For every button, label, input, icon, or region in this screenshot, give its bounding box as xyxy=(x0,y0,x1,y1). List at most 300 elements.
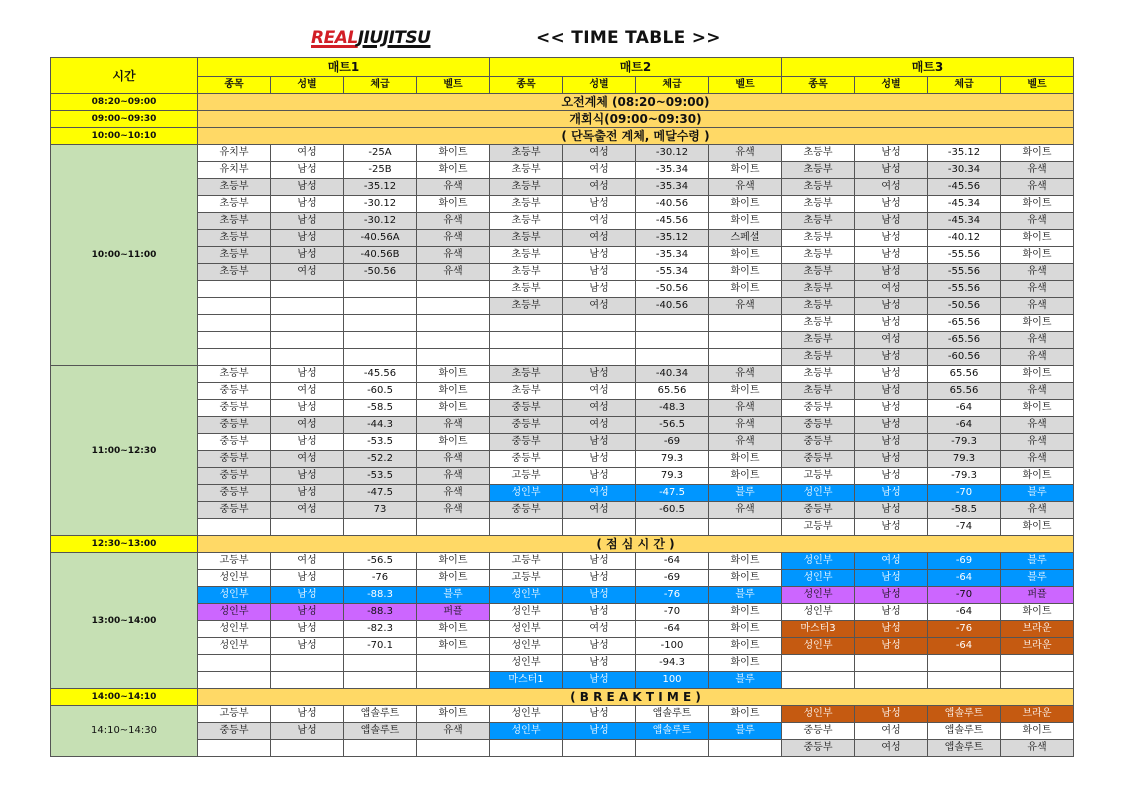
division-cell: 성인부 xyxy=(198,638,271,655)
table-row xyxy=(51,570,1074,587)
gender-cell: 여성 xyxy=(855,740,928,757)
gender-cell: 여성 xyxy=(271,451,344,468)
division-cell: 초등부 xyxy=(490,264,563,281)
belt-cell: 브라운 xyxy=(1001,621,1074,638)
belt-cell: 유색 xyxy=(417,417,490,434)
division-cell xyxy=(198,281,271,298)
logo: REAL JIUJITSU xyxy=(311,28,431,48)
weight-cell: -48.3 xyxy=(636,400,709,417)
gender-cell: 여성 xyxy=(855,179,928,196)
gender-cell: 여성 xyxy=(271,417,344,434)
weight-cell xyxy=(344,655,417,672)
band-row xyxy=(51,111,1074,128)
gender-cell: 남성 xyxy=(563,553,636,570)
division-cell: 초등부 xyxy=(198,366,271,383)
division-cell: 고등부 xyxy=(198,553,271,570)
division-cell: 고등부 xyxy=(490,570,563,587)
band-time: 10:00~10:10 xyxy=(51,128,198,145)
gender-cell xyxy=(563,332,636,349)
belt-cell: 화이트 xyxy=(417,621,490,638)
weight-cell: -88.3 xyxy=(344,604,417,621)
band-time: 12:30~13:00 xyxy=(51,536,198,553)
table-row xyxy=(51,587,1074,604)
gender-cell: 남성 xyxy=(855,485,928,502)
division-cell xyxy=(782,672,855,689)
division-cell: 초등부 xyxy=(782,179,855,196)
division-cell: 중등부 xyxy=(782,740,855,757)
table-row xyxy=(51,366,1074,383)
division-cell: 성인부 xyxy=(782,706,855,723)
gender-cell: 남성 xyxy=(271,230,344,247)
weight-cell: -58.5 xyxy=(928,502,1001,519)
belt-cell: 화이트 xyxy=(1001,366,1074,383)
gender-cell xyxy=(271,519,344,536)
gender-cell: 남성 xyxy=(271,247,344,264)
gender-cell: 여성 xyxy=(563,179,636,196)
weight-cell xyxy=(344,519,417,536)
table-row xyxy=(51,213,1074,230)
gender-cell: 남성 xyxy=(271,587,344,604)
weight-cell: 앱솔루트 xyxy=(344,723,417,740)
belt-cell: 유색 xyxy=(417,179,490,196)
weight-cell: -25B xyxy=(344,162,417,179)
weight-cell: -47.5 xyxy=(344,485,417,502)
division-cell: 초등부 xyxy=(198,179,271,196)
belt-cell: 유색 xyxy=(1001,179,1074,196)
table-row xyxy=(51,502,1074,519)
table-row xyxy=(51,281,1074,298)
weight-cell xyxy=(636,349,709,366)
division-cell: 성인부 xyxy=(198,570,271,587)
division-cell xyxy=(198,655,271,672)
weight-cell: -45.56 xyxy=(636,213,709,230)
weight-cell: -40.12 xyxy=(928,230,1001,247)
weight-cell: -55.34 xyxy=(636,264,709,281)
weight-cell xyxy=(344,281,417,298)
division-cell: 초등부 xyxy=(782,366,855,383)
division-cell: 고등부 xyxy=(782,468,855,485)
belt-cell: 유색 xyxy=(1001,383,1074,400)
column-header: 종목 xyxy=(782,77,855,94)
division-cell xyxy=(198,315,271,332)
mat-header-3: 매트3 xyxy=(782,58,1074,77)
gender-cell: 남성 xyxy=(563,366,636,383)
division-cell: 중등부 xyxy=(198,468,271,485)
weight-cell: 앱솔루트 xyxy=(928,740,1001,757)
weight-cell: -50.56 xyxy=(344,264,417,281)
division-cell xyxy=(198,740,271,757)
weight-cell: -45.34 xyxy=(928,213,1001,230)
weight-cell: -64 xyxy=(928,417,1001,434)
division-cell: 초등부 xyxy=(490,383,563,400)
weight-cell: 앱솔루트 xyxy=(928,706,1001,723)
gender-cell xyxy=(271,655,344,672)
time-slot: 13:00~14:00 xyxy=(51,553,198,689)
division-cell: 초등부 xyxy=(782,349,855,366)
gender-cell: 남성 xyxy=(563,281,636,298)
division-cell: 중등부 xyxy=(490,451,563,468)
division-cell: 초등부 xyxy=(782,281,855,298)
table-row xyxy=(51,604,1074,621)
gender-cell: 여성 xyxy=(271,145,344,162)
weight-cell: 앱솔루트 xyxy=(344,706,417,723)
gender-cell xyxy=(271,672,344,689)
division-cell: 초등부 xyxy=(782,247,855,264)
gender-cell: 남성 xyxy=(271,706,344,723)
band-label: ( 단독출전 계체, 메달수령 ) xyxy=(198,128,1074,145)
gender-cell: 남성 xyxy=(563,264,636,281)
belt-cell: 화이트 xyxy=(709,264,782,281)
division-cell: 초등부 xyxy=(782,196,855,213)
division-cell xyxy=(198,298,271,315)
belt-cell: 화이트 xyxy=(1001,400,1074,417)
gender-cell: 남성 xyxy=(855,519,928,536)
weight-cell: -60.56 xyxy=(928,349,1001,366)
gender-cell: 여성 xyxy=(563,621,636,638)
column-header: 종목 xyxy=(490,77,563,94)
gender-cell: 남성 xyxy=(271,570,344,587)
belt-cell: 화이트 xyxy=(417,434,490,451)
belt-cell: 유색 xyxy=(417,468,490,485)
table-row xyxy=(51,434,1074,451)
mat-header-1: 매트1 xyxy=(198,58,490,77)
gender-cell: 남성 xyxy=(855,230,928,247)
belt-cell: 화이트 xyxy=(417,162,490,179)
weight-cell xyxy=(344,298,417,315)
weight-cell: -45.56 xyxy=(344,366,417,383)
column-header: 체급 xyxy=(344,77,417,94)
belt-cell: 퍼플 xyxy=(1001,587,1074,604)
table-row xyxy=(51,315,1074,332)
gender-cell: 남성 xyxy=(855,638,928,655)
division-cell: 고등부 xyxy=(782,519,855,536)
weight-cell: -40.34 xyxy=(636,366,709,383)
gender-cell: 남성 xyxy=(855,706,928,723)
weight-cell: -70 xyxy=(928,587,1001,604)
gender-cell: 여성 xyxy=(271,264,344,281)
weight-cell: -65.56 xyxy=(928,332,1001,349)
belt-cell xyxy=(1001,655,1074,672)
column-header: 벨트 xyxy=(709,77,782,94)
table-row xyxy=(51,400,1074,417)
belt-cell xyxy=(417,332,490,349)
table-row xyxy=(51,383,1074,400)
gender-cell: 남성 xyxy=(271,400,344,417)
band-row xyxy=(51,128,1074,145)
belt-cell: 화이트 xyxy=(709,553,782,570)
weight-cell xyxy=(928,672,1001,689)
gender-cell: 남성 xyxy=(563,638,636,655)
belt-cell: 화이트 xyxy=(709,383,782,400)
weight-cell: -56.5 xyxy=(344,553,417,570)
table-row xyxy=(51,621,1074,638)
belt-cell: 유색 xyxy=(1001,434,1074,451)
gender-cell xyxy=(563,519,636,536)
column-header: 종목 xyxy=(198,77,271,94)
gender-cell: 남성 xyxy=(271,162,344,179)
division-cell: 중등부 xyxy=(198,434,271,451)
belt-cell: 화이트 xyxy=(709,655,782,672)
table-row xyxy=(51,672,1074,689)
division-cell: 초등부 xyxy=(782,162,855,179)
gender-cell xyxy=(271,332,344,349)
belt-cell: 유색 xyxy=(1001,451,1074,468)
gender-cell: 남성 xyxy=(563,706,636,723)
band-time: 14:00~14:10 xyxy=(51,689,198,706)
weight-cell: 65.56 xyxy=(928,383,1001,400)
gender-cell: 여성 xyxy=(563,400,636,417)
gender-cell: 남성 xyxy=(271,366,344,383)
band-row xyxy=(51,536,1074,553)
band-label: ( B R E A K T I M E ) xyxy=(198,689,1074,706)
mat-header-2: 매트2 xyxy=(490,58,782,77)
belt-cell: 유색 xyxy=(1001,502,1074,519)
belt-cell: 블루 xyxy=(1001,570,1074,587)
belt-cell: 유색 xyxy=(709,400,782,417)
belt-cell: 퍼플 xyxy=(417,604,490,621)
weight-cell: -64 xyxy=(928,570,1001,587)
belt-cell: 유색 xyxy=(417,451,490,468)
division-cell: 중등부 xyxy=(198,502,271,519)
division-cell: 중등부 xyxy=(782,723,855,740)
weight-cell: -70 xyxy=(928,485,1001,502)
weight-cell: -79.3 xyxy=(928,468,1001,485)
gender-cell: 여성 xyxy=(563,230,636,247)
gender-cell: 여성 xyxy=(855,281,928,298)
weight-cell: -30.12 xyxy=(636,145,709,162)
column-header: 체급 xyxy=(928,77,1001,94)
weight-cell: -69 xyxy=(636,434,709,451)
gender-cell xyxy=(271,315,344,332)
weight-cell: 79.3 xyxy=(636,468,709,485)
table-row xyxy=(51,179,1074,196)
belt-cell: 유색 xyxy=(1001,213,1074,230)
belt-cell: 화이트 xyxy=(417,383,490,400)
gender-cell: 남성 xyxy=(855,434,928,451)
division-cell: 중등부 xyxy=(490,434,563,451)
page-header xyxy=(0,26,1122,52)
division-cell: 초등부 xyxy=(490,247,563,264)
gender-cell xyxy=(563,349,636,366)
gender-cell: 남성 xyxy=(855,349,928,366)
weight-cell xyxy=(636,519,709,536)
weight-cell: -64 xyxy=(636,553,709,570)
weight-cell xyxy=(636,332,709,349)
column-header: 성별 xyxy=(563,77,636,94)
division-cell: 초등부 xyxy=(490,366,563,383)
division-cell: 중등부 xyxy=(490,417,563,434)
belt-cell: 화이트 xyxy=(709,604,782,621)
belt-cell: 유색 xyxy=(417,485,490,502)
weight-cell: -45.34 xyxy=(928,196,1001,213)
belt-cell: 블루 xyxy=(1001,485,1074,502)
band-time: 09:00~09:30 xyxy=(51,111,198,128)
weight-cell xyxy=(344,349,417,366)
belt-cell: 블루 xyxy=(1001,553,1074,570)
division-cell: 초등부 xyxy=(782,298,855,315)
belt-cell xyxy=(709,519,782,536)
division-cell: 초등부 xyxy=(490,162,563,179)
gender-cell: 남성 xyxy=(271,604,344,621)
gender-cell: 남성 xyxy=(271,723,344,740)
division-cell: 초등부 xyxy=(490,145,563,162)
division-cell: 성인부 xyxy=(782,553,855,570)
belt-cell: 화이트 xyxy=(709,247,782,264)
weight-cell: 앱솔루트 xyxy=(636,723,709,740)
table-row xyxy=(51,332,1074,349)
belt-cell: 화이트 xyxy=(417,706,490,723)
belt-cell: 블루 xyxy=(709,672,782,689)
weight-cell xyxy=(928,655,1001,672)
belt-cell: 브라운 xyxy=(1001,706,1074,723)
division-cell xyxy=(198,332,271,349)
weight-cell: -35.12 xyxy=(928,145,1001,162)
division-cell: 성인부 xyxy=(782,638,855,655)
gender-cell: 남성 xyxy=(563,604,636,621)
belt-cell: 유색 xyxy=(709,434,782,451)
division-cell: 중등부 xyxy=(198,417,271,434)
division-cell: 중등부 xyxy=(198,723,271,740)
weight-cell: -76 xyxy=(344,570,417,587)
gender-cell: 여성 xyxy=(563,162,636,179)
division-cell: 초등부 xyxy=(198,213,271,230)
weight-cell: -45.56 xyxy=(928,179,1001,196)
division-cell: 초등부 xyxy=(782,213,855,230)
weight-cell: -53.5 xyxy=(344,434,417,451)
belt-cell: 화이트 xyxy=(417,366,490,383)
weight-cell xyxy=(636,740,709,757)
belt-cell: 화이트 xyxy=(1001,604,1074,621)
belt-cell xyxy=(417,281,490,298)
belt-cell: 스페셜 xyxy=(709,230,782,247)
time-slot: 10:00~11:00 xyxy=(51,145,198,366)
table-row xyxy=(51,485,1074,502)
belt-cell: 화이트 xyxy=(417,638,490,655)
table-row xyxy=(51,417,1074,434)
timetable xyxy=(50,57,1074,757)
weight-cell: -82.3 xyxy=(344,621,417,638)
belt-cell: 화이트 xyxy=(709,468,782,485)
weight-cell: -76 xyxy=(928,621,1001,638)
belt-cell: 화이트 xyxy=(709,621,782,638)
division-cell: 초등부 xyxy=(782,315,855,332)
division-cell xyxy=(198,519,271,536)
gender-cell: 남성 xyxy=(563,723,636,740)
belt-cell: 유색 xyxy=(709,179,782,196)
division-cell: 성인부 xyxy=(782,604,855,621)
weight-cell: -40.56B xyxy=(344,247,417,264)
belt-cell: 유색 xyxy=(709,298,782,315)
gender-cell: 남성 xyxy=(271,213,344,230)
belt-cell xyxy=(417,315,490,332)
belt-cell xyxy=(709,349,782,366)
table-row xyxy=(51,740,1074,757)
division-cell: 중등부 xyxy=(782,451,855,468)
division-cell: 성인부 xyxy=(490,604,563,621)
weight-cell xyxy=(344,740,417,757)
band-row xyxy=(51,94,1074,111)
weight-cell: -88.3 xyxy=(344,587,417,604)
belt-cell: 화이트 xyxy=(1001,723,1074,740)
gender-cell: 남성 xyxy=(855,468,928,485)
belt-cell: 화이트 xyxy=(709,706,782,723)
division-cell: 초등부 xyxy=(782,264,855,281)
gender-cell: 여성 xyxy=(563,383,636,400)
belt-cell: 화이트 xyxy=(1001,247,1074,264)
belt-cell: 블루 xyxy=(417,587,490,604)
weight-cell: -58.5 xyxy=(344,400,417,417)
belt-cell xyxy=(709,740,782,757)
division-cell: 성인부 xyxy=(782,485,855,502)
belt-cell xyxy=(417,655,490,672)
belt-cell: 블루 xyxy=(709,723,782,740)
weight-cell: -30.12 xyxy=(344,213,417,230)
division-cell xyxy=(782,655,855,672)
division-cell: 중등부 xyxy=(782,400,855,417)
weight-cell xyxy=(344,332,417,349)
belt-cell: 화이트 xyxy=(417,196,490,213)
gender-cell: 여성 xyxy=(563,502,636,519)
belt-cell: 화이트 xyxy=(417,400,490,417)
gender-cell: 남성 xyxy=(855,162,928,179)
belt-cell: 화이트 xyxy=(1001,468,1074,485)
band-label: 오전계체 (08:20~09:00) xyxy=(198,94,1074,111)
gender-cell: 여성 xyxy=(271,553,344,570)
belt-cell: 블루 xyxy=(709,587,782,604)
division-cell: 초등부 xyxy=(490,213,563,230)
gender-cell xyxy=(563,315,636,332)
weight-cell: -69 xyxy=(928,553,1001,570)
gender-cell: 남성 xyxy=(563,196,636,213)
belt-cell: 화이트 xyxy=(1001,230,1074,247)
weight-cell: 100 xyxy=(636,672,709,689)
gender-cell: 남성 xyxy=(855,451,928,468)
weight-cell: -35.12 xyxy=(636,230,709,247)
belt-cell: 화이트 xyxy=(1001,196,1074,213)
table-row xyxy=(51,298,1074,315)
belt-cell: 화이트 xyxy=(1001,519,1074,536)
gender-cell xyxy=(271,349,344,366)
gender-cell: 남성 xyxy=(271,434,344,451)
weight-cell: -55.56 xyxy=(928,281,1001,298)
weight-cell: 앱솔루트 xyxy=(928,723,1001,740)
gender-cell: 남성 xyxy=(563,434,636,451)
gender-cell: 여성 xyxy=(563,417,636,434)
gender-cell xyxy=(271,298,344,315)
division-cell: 중등부 xyxy=(198,400,271,417)
belt-cell: 브라운 xyxy=(1001,638,1074,655)
division-cell: 초등부 xyxy=(782,230,855,247)
belt-cell: 블루 xyxy=(709,485,782,502)
belt-cell: 유색 xyxy=(417,502,490,519)
belt-cell: 유색 xyxy=(1001,264,1074,281)
weight-cell: -76 xyxy=(636,587,709,604)
belt-cell xyxy=(417,740,490,757)
gender-cell: 남성 xyxy=(563,672,636,689)
column-header: 성별 xyxy=(271,77,344,94)
gender-cell: 여성 xyxy=(855,553,928,570)
belt-cell: 화이트 xyxy=(417,553,490,570)
gender-cell: 남성 xyxy=(563,451,636,468)
belt-cell: 화이트 xyxy=(709,162,782,179)
belt-cell: 화이트 xyxy=(709,451,782,468)
gender-cell: 남성 xyxy=(855,213,928,230)
weight-cell: -52.2 xyxy=(344,451,417,468)
gender-cell: 남성 xyxy=(855,400,928,417)
belt-cell: 유색 xyxy=(417,247,490,264)
belt-cell: 유색 xyxy=(709,502,782,519)
gender-cell: 여성 xyxy=(271,502,344,519)
